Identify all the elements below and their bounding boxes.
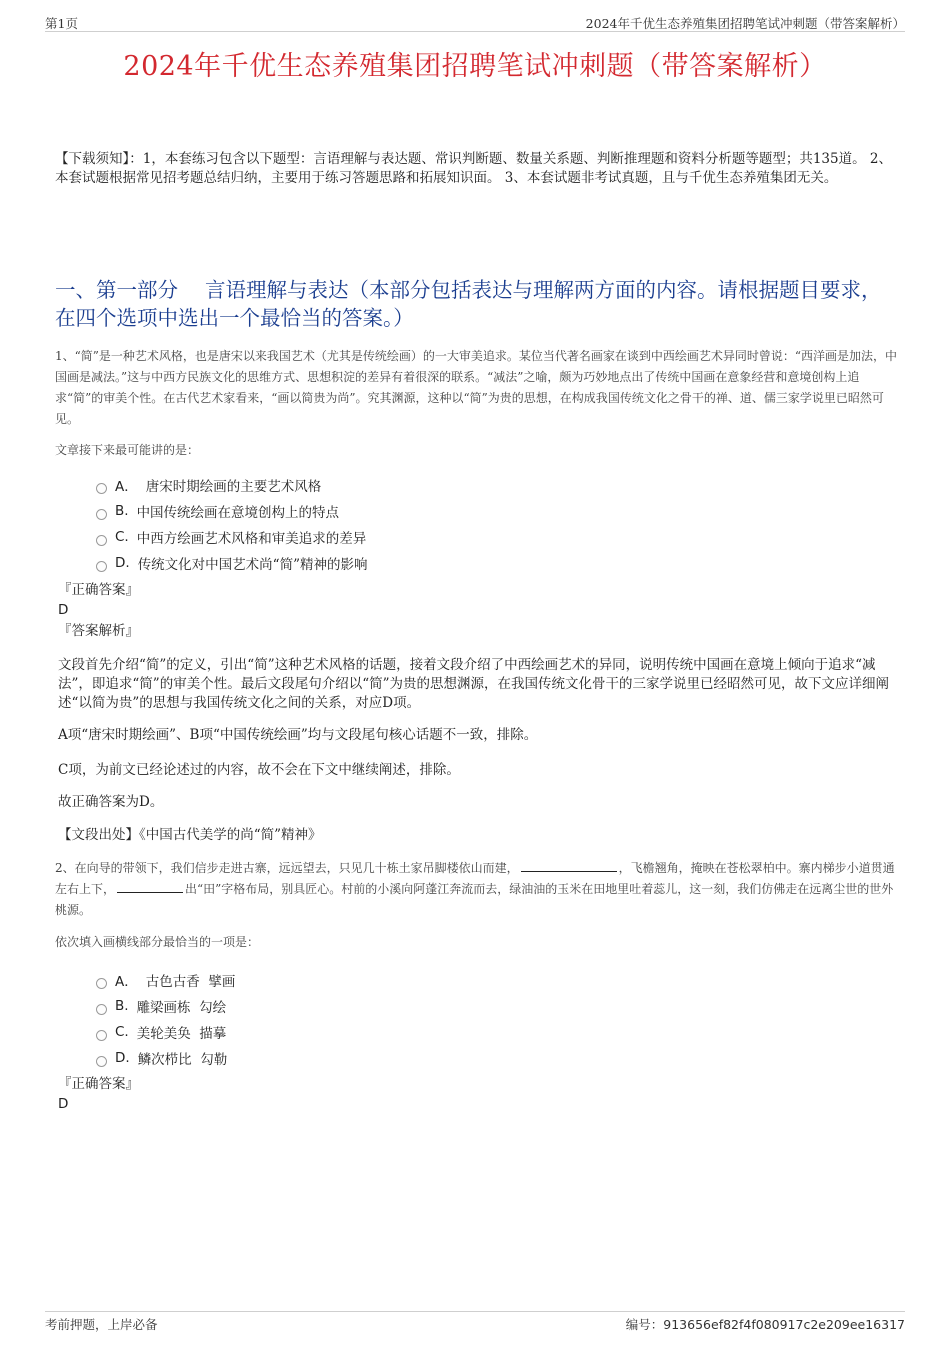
- option-letter: A．: [115, 974, 138, 990]
- option-text: 古色古香 擘画: [145, 974, 236, 990]
- radio-button[interactable]: [96, 1056, 107, 1067]
- option-letter: D.: [115, 555, 130, 571]
- download-notice: 【下载须知】：1，本套练习包含以下题型：言语理解与表达题、常识判断题、数量关系题、判断推理题和资料分析题等题型；共135道。 2、本套试题根据常见招考题总结归纳，主要用于练习答题思路和拓展知识面。 3、本套试题非考试真题，且与千优生态养殖集团无关。: [55, 151, 892, 186]
- analysis-paragraph: C项，为前文已经论述过的内容，故不会在下文中继续阐述，排除。: [58, 762, 460, 778]
- question-2-prompt: 依次填入画横线部分最恰当的一项是：: [55, 935, 260, 949]
- radio-button[interactable]: [96, 1030, 107, 1041]
- question-2-passage: [55, 858, 900, 921]
- page-footer: [45, 1311, 905, 1331]
- option-text: 传统文化对中国艺术尚“简”精神的影响: [137, 557, 368, 573]
- radio-button[interactable]: [96, 509, 107, 520]
- option-a[interactable]: [96, 472, 368, 498]
- passage-text: 出“田”字格布局，别具匠心。村前的小溪向阿蓬江奔流而去，绿油油的玉米在田地里吐着蕊儿，这一刻，我们仿佛走在远离尘世的世外桃源。: [55, 882, 894, 917]
- option-letter: B.: [115, 503, 129, 519]
- running-title: 2024年千优生态养殖集团招聘笔试冲刺题（带答案解析）: [585, 16, 905, 31]
- option-letter: C.: [115, 529, 129, 545]
- page-header: [45, 12, 905, 32]
- document-title: 2024年千优生态养殖集团招聘笔试冲刺题（带答案解析）: [123, 51, 827, 82]
- question-1-analysis-label: 『答案解析』: [58, 623, 139, 639]
- analysis-paragraph: A项“唐宋时期绘画”、B项“中国传统绘画”均与文段尾句核心话题不一致，排除。: [58, 727, 538, 743]
- option-text: 中西方绘画艺术风格和审美追求的差异: [136, 531, 367, 547]
- section-heading: 一、第一部分 言语理解与表达（本部分包括表达与理解两方面的内容。请根据题目要求，在四个选项中选出一个最恰当的答案。）: [55, 278, 882, 330]
- radio-button[interactable]: [96, 978, 107, 989]
- option-letter: C.: [115, 1024, 129, 1040]
- question-1-source: 【文段出处】《中国古代美学的尚“简”精神》: [58, 827, 322, 843]
- question-2-options: [96, 967, 235, 1071]
- question-2-answer-label: 『正确答案』: [58, 1076, 139, 1092]
- passage-text: ，飞檐翘角，掩映在苍松翠柏中。寨内梯步小道贯通左右上下，: [55, 861, 895, 896]
- serial-label: 编号：: [625, 1317, 664, 1332]
- passage-text: 2、在向导的带领下，我们信步走进古寨，远远望去，只见几十栋土家吊脚楼依山而建，: [55, 861, 519, 875]
- radio-button[interactable]: [96, 561, 107, 572]
- option-text: 美轮美奂 描摹: [136, 1026, 227, 1042]
- page-number: 第1页: [45, 16, 78, 31]
- option-letter: B.: [115, 998, 129, 1014]
- analysis-paragraph: 文段首先介绍“简”的定义，引出“简”这种艺术风格的话题，接着文段介绍了中西绘画艺术的异同，说明传统中国画在意境上倾向于追求“减法”，即追求“简”的审美个性。最后文段尾句介绍以“简”为贵的思想渊源，在我国传统文化骨干的三家学说里已经昭然可见，故下文应详细阐述“以简为贵”的思想与我国传统文化之间的关系，对应D项。: [58, 657, 890, 711]
- option-letter: D.: [115, 1050, 130, 1066]
- fill-blank-1: [521, 858, 617, 872]
- question-1-options: [96, 472, 368, 576]
- option-text: 中国传统绘画在意境创构上的特点: [136, 505, 340, 521]
- question-2-answer: D: [58, 1096, 69, 1112]
- radio-button[interactable]: [96, 1004, 107, 1015]
- question-1-answer: D: [58, 602, 69, 618]
- question-1-passage: 1、“简”是一种艺术风格，也是唐宋以来我国艺术（尤其是传统绘画）的一大审美追求。某位当代著名画家在谈到中西绘画艺术异同时曾说：“西洋画是加法，中国画是减法。”这与中西方民族文化的思维方式、思想积淀的差异有着很深的联系。“减法”之喻，颇为巧妙地点出了传统中国画在意象经营和意境创构上追求“简”的审美个性。在古代艺术家看来，“画以简贵为尚”。究其渊源，这种以“简”为贵的思想，在构成我国传统文化之骨干的禅、道、儒三家学说里已昭然可见。: [55, 349, 898, 426]
- option-d[interactable]: [96, 1045, 235, 1071]
- radio-button[interactable]: [96, 535, 107, 546]
- analysis-paragraph: 故正确答案为D。: [58, 794, 164, 810]
- option-d[interactable]: [96, 550, 368, 576]
- option-b[interactable]: [96, 498, 368, 524]
- option-b[interactable]: [96, 993, 235, 1019]
- option-text: 雕梁画栋 勾绘: [136, 1000, 227, 1016]
- question-1-answer-label: 『正确答案』: [58, 582, 139, 598]
- option-text: 鳞次栉比 勾勒: [137, 1052, 228, 1068]
- document-serial: [626, 1315, 905, 1333]
- radio-button[interactable]: [96, 483, 107, 494]
- serial-number: 913656ef82f4f080917c2e209ee16317: [663, 1317, 905, 1332]
- option-text: 唐宋时期绘画的主要艺术风格: [145, 479, 322, 495]
- fill-blank-2: [117, 879, 183, 893]
- footer-slogan: 考前押题，上岸必备: [45, 1317, 158, 1332]
- option-c[interactable]: [96, 1019, 235, 1045]
- option-letter: A．: [115, 479, 138, 495]
- option-c[interactable]: [96, 524, 368, 550]
- option-a[interactable]: [96, 967, 235, 993]
- question-1-prompt: 文章接下来最可能讲的是：: [55, 443, 200, 457]
